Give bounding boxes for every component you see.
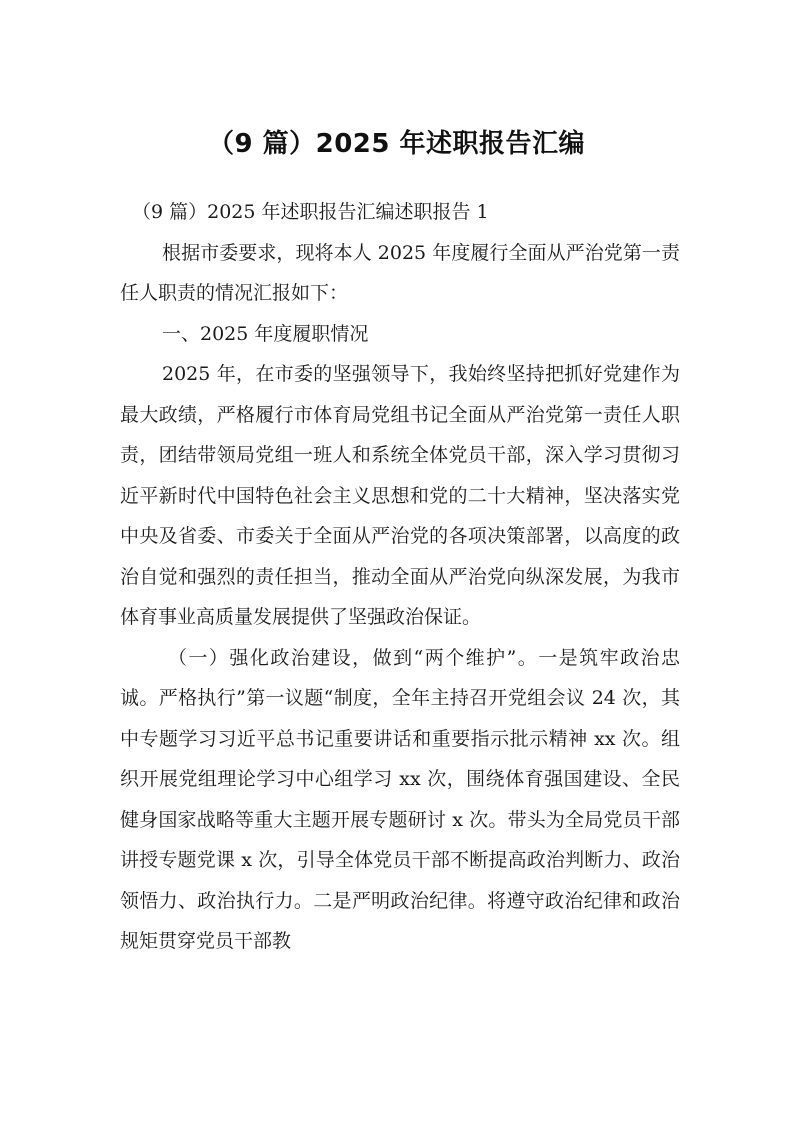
document-subtitle: （9 篇）2025 年述职报告汇编述职报告 1	[132, 201, 489, 223]
document-title: （9 篇）2025 年述职报告汇编	[207, 129, 586, 159]
paragraph-political-building: （一）强化政治建设，做到“两个维护”。一是筑牢政治忠诚。严格执行”第一议题“制度，全年主持召开党组会议 24 次，其中专题学习习近平总书记重要讲话和重要指示批示精神 xx 次。组织开展党组理论学习中心组学习 xx 次，围绕体育强国建设、全民健身国家战略等重大主题开展专题研讨 x 次。带头为全局党员干部讲授专题党课 x 次，引导全体党员干部不断提高政治判断力、政治领悟力、政治执行力。二是严明政治纪律。将遵守政治纪律和政治规矩贯穿党员干部教	[120, 646, 680, 952]
document-body	[120, 192, 680, 962]
paragraph-intro: 根据市委要求，现将本人 2025 年度履行全面从严治党第一责任人职责的情况汇报如下：	[120, 241, 680, 304]
paragraph-summary: 2025 年，在市委的坚强领导下，我始终坚持把抓好党建作为最大政绩，严格履行市体育局党组书记全面从严治党第一责任人职责，团结带领局党组一班人和系统全体党员干部，深入学习贯彻习近平新时代中国特色社会主义思想和党的二十大精神，坚决落实党中央及省委、市委关于全面从严治党的各项决策部署，以高度的政治自觉和强烈的责任担当，推动全面从严治党向纵深发展，为我市体育事业高质量发展提供了坚强政治保证。	[120, 363, 680, 628]
section-heading: 一、2025 年度履职情况	[162, 322, 369, 345]
